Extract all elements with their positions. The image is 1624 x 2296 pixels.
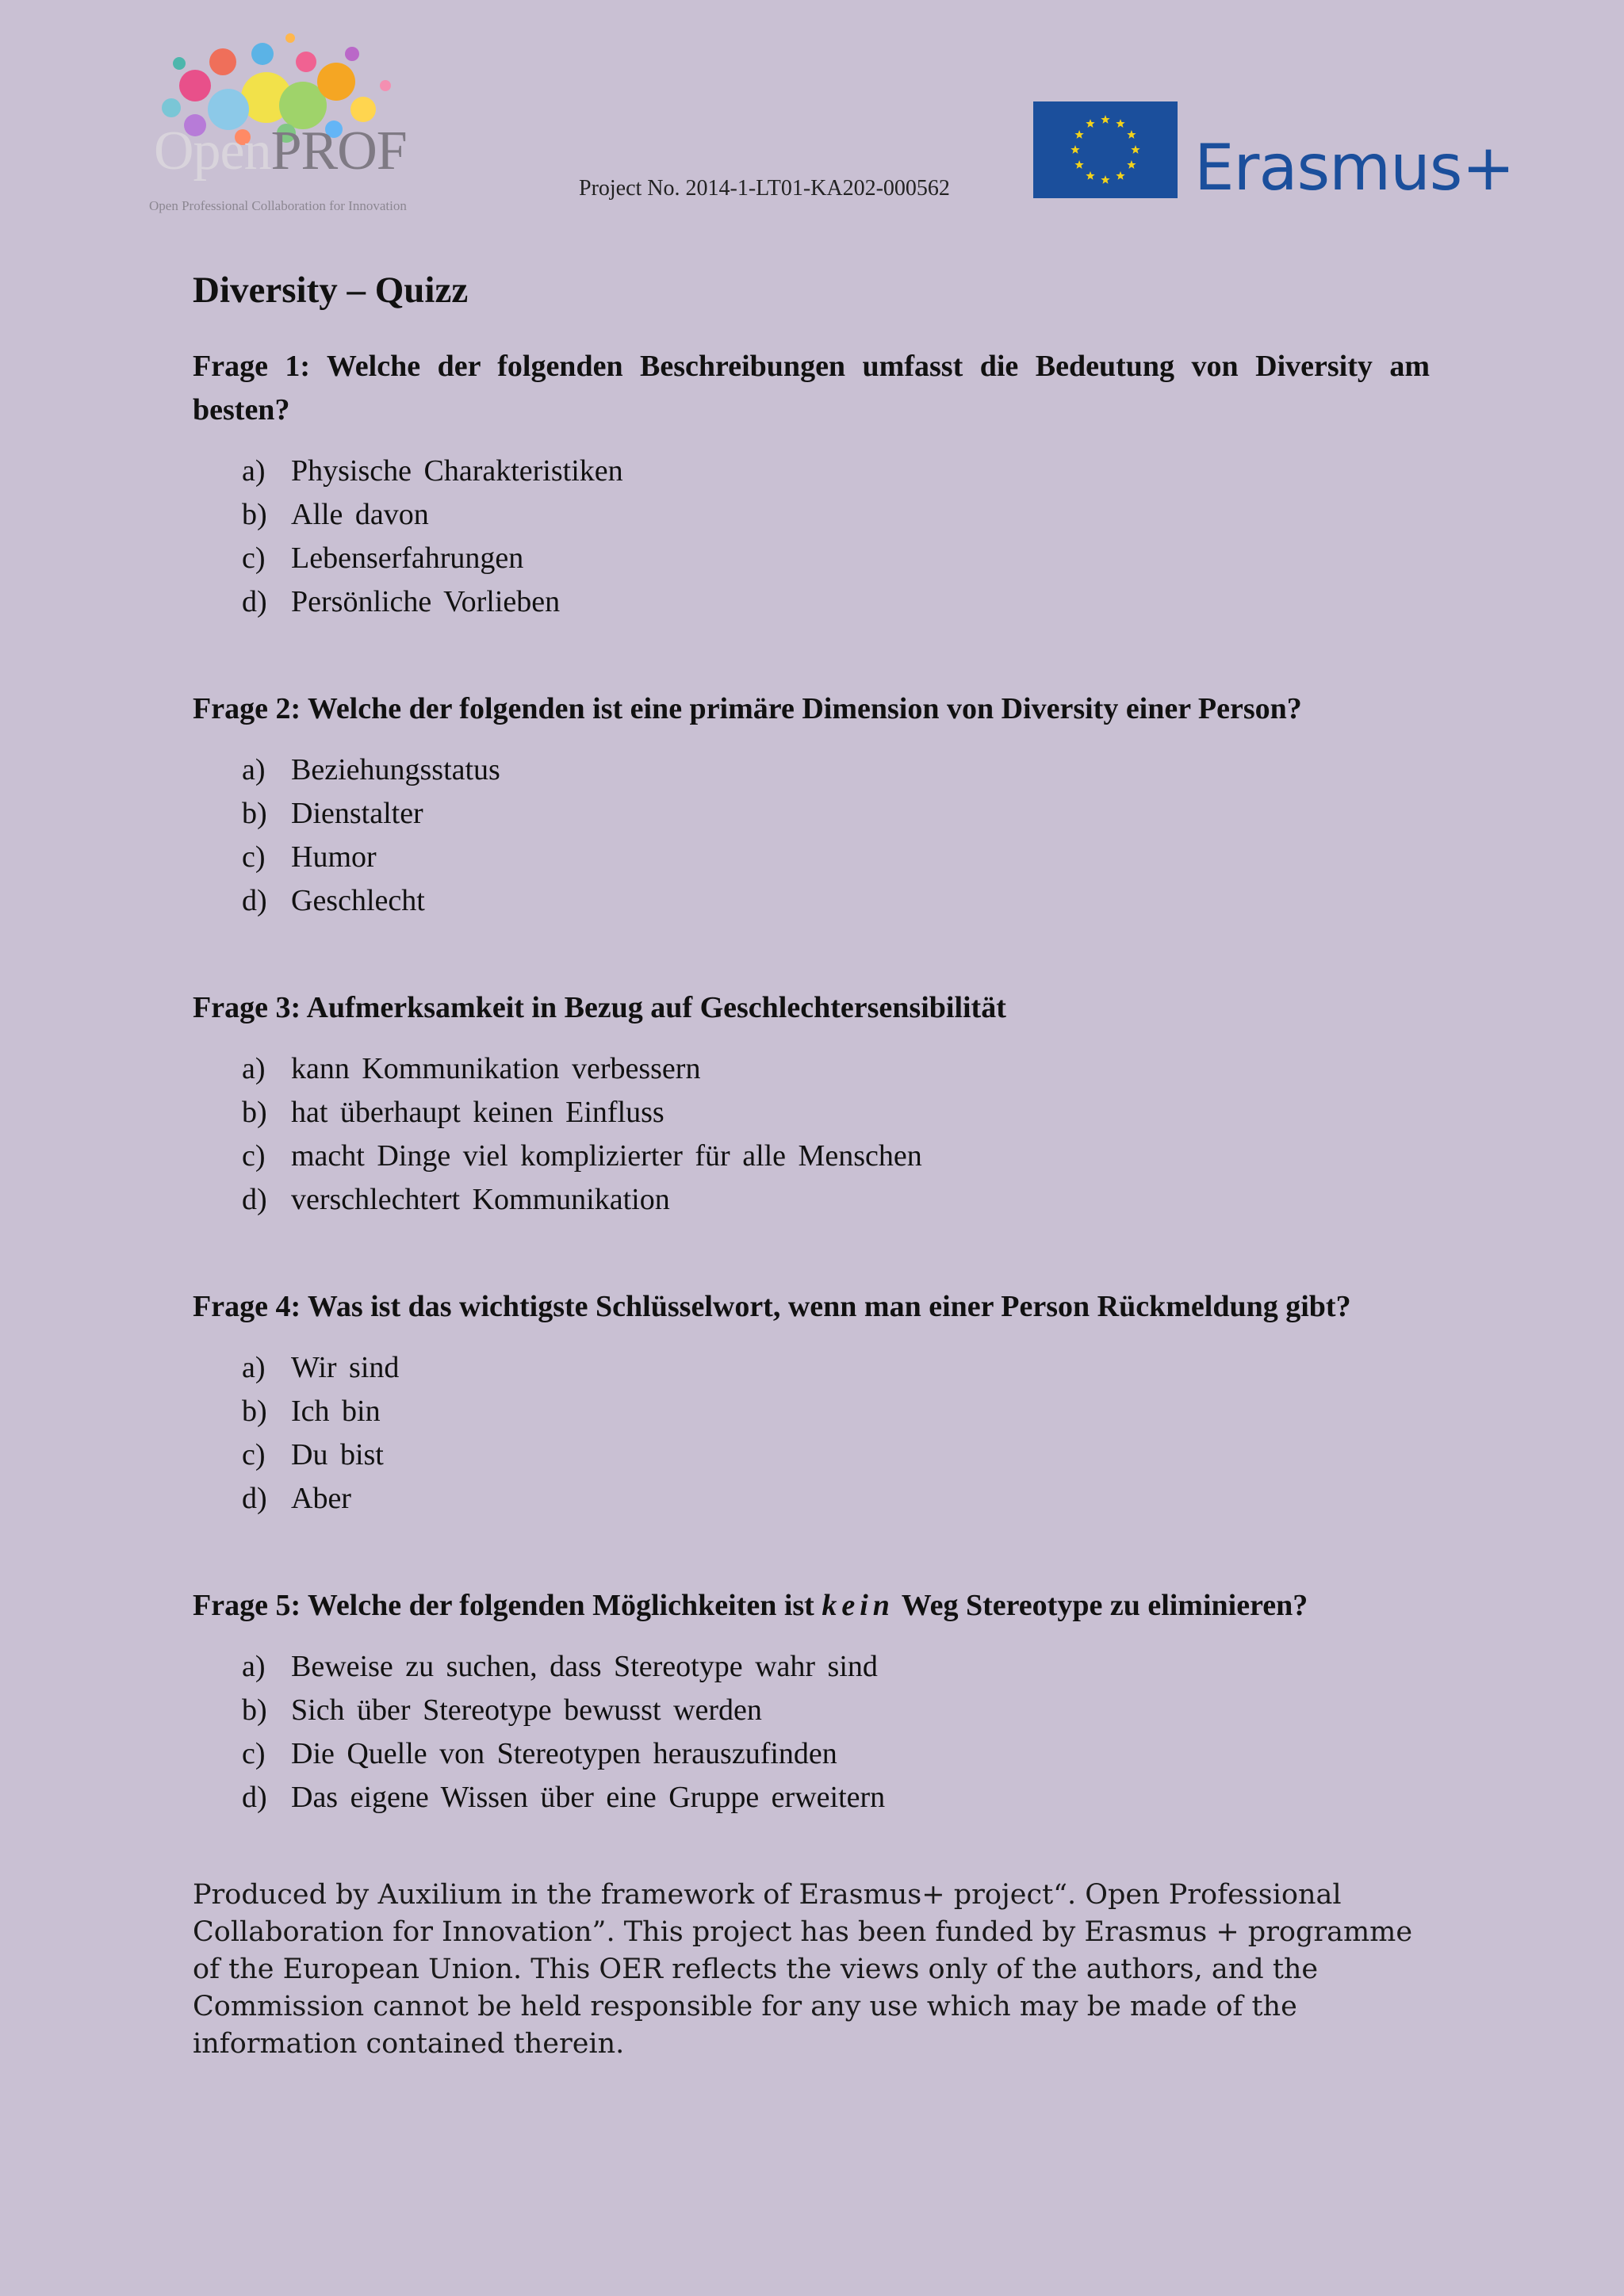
option-list <box>193 748 1430 923</box>
erasmus-plus-logo: Erasmus+ <box>1194 131 1515 205</box>
question-4 <box>193 1285 1430 1521</box>
openprof-tagline: Open Professional Collaboration for Innovation <box>149 198 407 213</box>
question-3 <box>193 986 1430 1222</box>
option-item: c) Lebenserfahrungen <box>242 541 524 576</box>
option-item: d) Das eigene Wissen über eine Gruppe erweitern <box>242 1781 886 1815</box>
question-text: Frage 2: Welche der folgenden ist eine primäre Dimension von Diversity einer Person? <box>193 692 1302 726</box>
option-item: a) Beziehungsstatus <box>242 753 500 787</box>
option-item: d) verschlechtert Kommunikation <box>242 1183 670 1217</box>
question-text: Frage 3: Aufmerksamkeit in Bezug auf Geschlechtersensibilität <box>193 991 1006 1025</box>
option-list <box>193 1645 1430 1820</box>
option-item: a) Wir sind <box>242 1351 400 1385</box>
openprof-logo <box>147 22 449 220</box>
project-number: Project No. 2014-1-LT01-KA202-000562 <box>579 176 950 201</box>
emphasized-word: kein <box>822 1589 894 1623</box>
question-1 <box>193 345 1430 624</box>
question-text: Frage 1: Welche der folgenden Beschreibungen umfasst die Bedeutung von Diversity am besten? <box>193 350 1430 427</box>
option-item: b) hat überhaupt keinen Einfluss <box>242 1096 665 1130</box>
option-item: c) macht Dinge viel komplizierter für alle Menschen <box>242 1139 922 1173</box>
option-item: a) kann Kommunikation verbessern <box>242 1052 701 1086</box>
option-list <box>193 450 1430 624</box>
question-text: Frage 5: Welche der folgenden Möglichkeiten ist kein Weg Stereotype zu eliminieren? <box>193 1589 1308 1623</box>
document-body <box>193 266 1430 2091</box>
option-item: d) Aber <box>242 1482 351 1516</box>
funding-disclaimer: Produced by Auxilium in the framework of Erasmus+ project“. Open Professional Collaboration for Innovation”. This project has been funded by Erasmus + programme of the European Union. This OER reflects the views only of the authors, and the Commission cannot be held responsible for any use which may be made of the information contained therein. <box>193 1879 1413 2061</box>
openprof-wordmark: OpenPROF <box>154 121 407 182</box>
question-5 <box>193 1584 1430 1820</box>
option-item: b) Sich über Stereotype bewusst werden <box>242 1693 762 1728</box>
option-item: c) Du bist <box>242 1438 384 1472</box>
option-item: d) Persönliche Vorlieben <box>242 585 561 619</box>
option-item: c) Die Quelle von Stereotypen herauszufinden <box>242 1737 837 1771</box>
option-item: d) Geschlecht <box>242 884 425 918</box>
option-item: b) Alle davon <box>242 498 429 532</box>
question-text: Frage 4: Was ist das wichtigste Schlüsselwort, wenn man einer Person Rückmeldung gibt? <box>193 1290 1351 1324</box>
option-item: a) Beweise zu suchen, dass Stereotype wahr sind <box>242 1650 878 1684</box>
option-list <box>193 1047 1430 1222</box>
question-2 <box>193 687 1430 923</box>
option-item: b) Dienstalter <box>242 797 423 831</box>
option-item: c) Humor <box>242 840 377 874</box>
option-item: b) Ich bin <box>242 1395 381 1429</box>
option-item: a) Physische Charakteristiken <box>242 454 623 488</box>
page-title: Diversity – Quizz <box>193 270 469 311</box>
eu-flag-icon <box>1033 101 1178 198</box>
option-list <box>193 1346 1430 1521</box>
